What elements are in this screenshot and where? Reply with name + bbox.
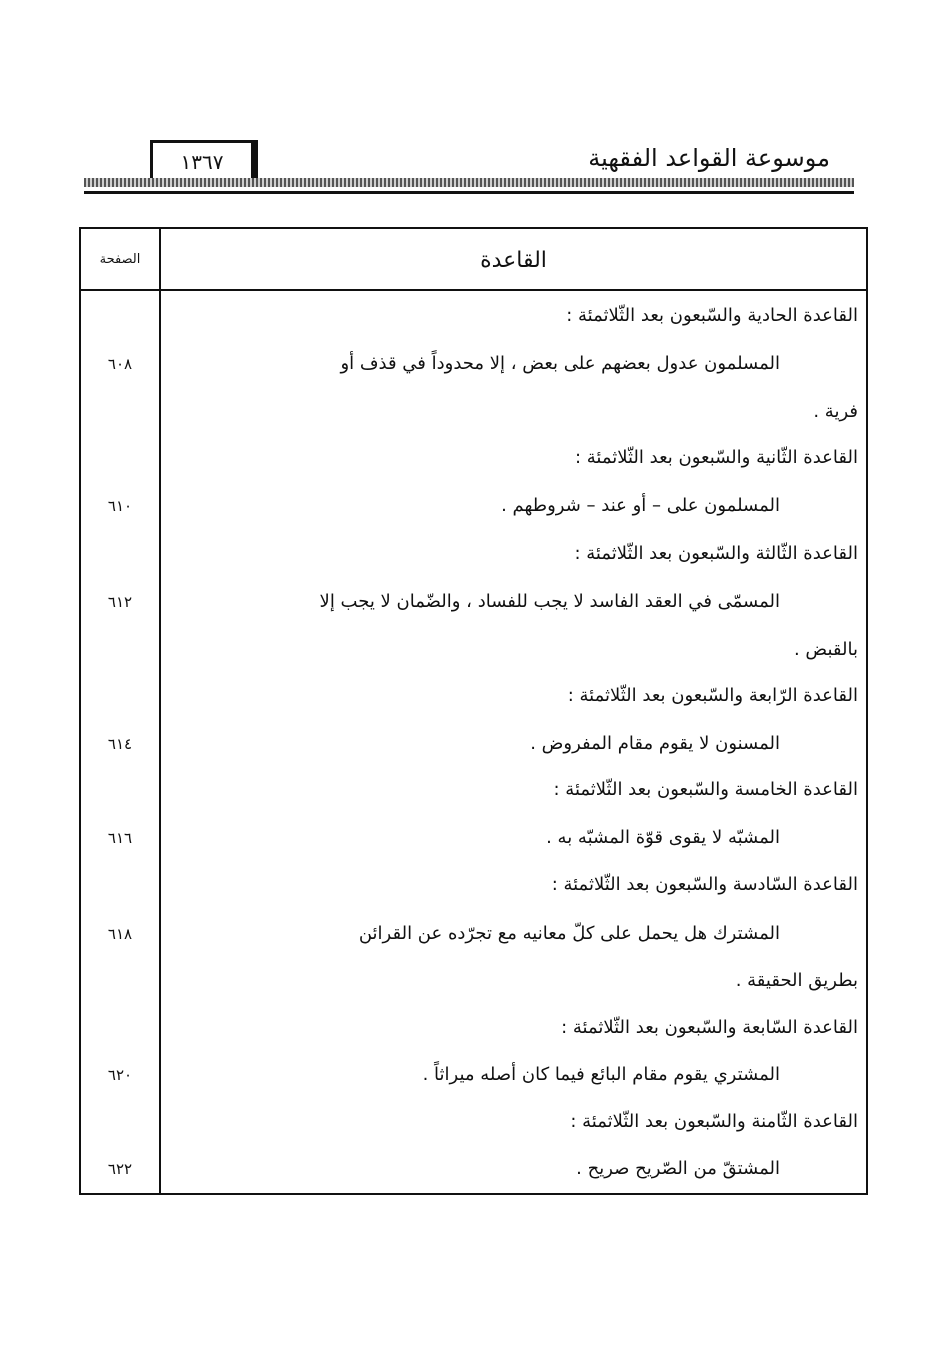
rule-text: المسنون لا يقوم مقام المفروض . [530,733,780,754]
page-ref: ٦٠٨ [107,355,133,373]
rule-text: المشتري يقوم مقام البائع فيما كان أصله ميراثاً . [422,1064,780,1085]
page-ref: ٦١٨ [107,925,133,943]
rule-title: القاعدة السّابعة والسّبعون بعد الثّلاثمئة : [561,1017,858,1038]
rule-text: المشترك هل يحمل على كلّ معانيه مع تجرّده عن القرائن [358,923,780,944]
rule-text: بطريق الحقيقة . [735,970,858,991]
rule-title: القاعدة الرّابعة والسّبعون بعد الثّلاثمئة : [567,685,858,706]
page-ref: ٦١٠ [107,497,133,515]
header-hatched-rule [84,178,854,187]
page-number: ١٣٦٧ [150,140,258,182]
header-thin-rule [84,191,854,194]
index-table [79,227,868,1195]
header-divider [81,289,866,291]
page-ref: ٦١٤ [107,735,133,753]
rule-text: فرية . [813,401,858,422]
book-title: موسوعة القواعد الفقهية [588,144,830,172]
page-ref: ٦١٦ [107,829,133,847]
rule-text: المسلمون عدول بعضهم على بعض ، إلا محدوداً في قذف أو [340,353,780,374]
column-header-rule: القاعدة [480,248,547,273]
rule-text: المشتقّ من الصّريح صريح . [576,1158,780,1179]
rule-text: بالقبض . [793,639,858,660]
rule-text: المسلمون على – أو عند – شروطهم . [501,495,780,516]
rule-text: المسمّى في العقد الفاسد لا يجب للفساد ، والضّمان لا يجب إلا [319,591,780,612]
rule-title: القاعدة الخامسة والسّبعون بعد الثّلاثمئة : [553,779,858,800]
page-ref: ٦١٢ [107,593,133,611]
rule-title: القاعدة الثّالثة والسّبعون بعد الثّلاثمئة : [574,543,858,564]
rule-title: القاعدة الحادية والسّبعون بعد الثّلاثمئة : [566,305,858,326]
rule-text: المشبّه لا يقوى قوّة المشبّه به . [546,827,780,848]
rule-title: القاعدة السّادسة والسّبعون بعد الثّلاثمئة : [551,874,858,895]
page-ref: ٦٢٠ [107,1066,133,1084]
rule-title: القاعدة الثّامنة والسّبعون بعد الثّلاثمئة : [570,1111,858,1132]
page-ref: ٦٢٢ [107,1160,133,1178]
column-divider [159,229,161,1193]
rule-title: القاعدة الثّانية والسّبعون بعد الثّلاثمئة : [574,447,858,468]
column-header-page: الصفحة [99,252,141,267]
